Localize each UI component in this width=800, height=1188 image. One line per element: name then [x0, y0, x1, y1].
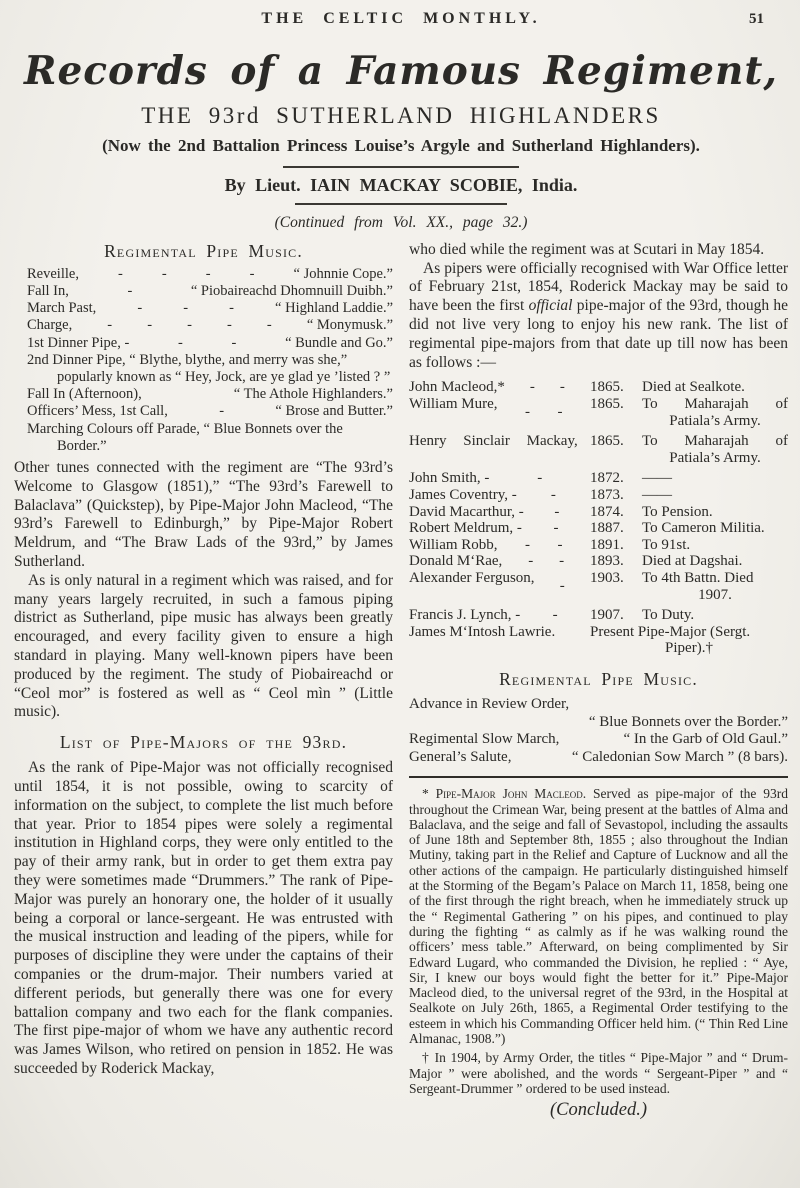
pipe-music-row [27, 335, 393, 352]
column-left [14, 241, 393, 1121]
duty-call-label: Fall In (Afternoon), [27, 386, 142, 403]
pipe-music-row [27, 386, 393, 403]
fate-cell [642, 396, 788, 429]
fate-cell [642, 487, 788, 504]
pipe-major-name: William Mure, [409, 396, 498, 413]
dash: - [525, 404, 531, 421]
byline: By Lieut. IAIN MACKAY SCOBIE, India. [224, 174, 578, 195]
dash-leader [555, 624, 590, 657]
pipe-music-row [27, 283, 393, 300]
occasion-label: Regimental Slow March, [409, 731, 560, 748]
dash: - [559, 553, 565, 570]
pipe-major-name: William Robb, [409, 536, 498, 553]
footnotes [409, 786, 788, 1096]
dash-leader [505, 379, 590, 396]
dash-leader [168, 403, 276, 420]
pipe-major-name: Francis J. Lynch, - [409, 607, 521, 624]
left-paragraphs [14, 459, 393, 722]
battalion-note: (Now the 2nd Battalion Princess Louise’s Argyle and Sutherland Highlanders). [102, 135, 700, 155]
table-row [409, 487, 788, 504]
dash-leader [79, 266, 294, 283]
table-row [409, 570, 788, 603]
dash: - [183, 300, 189, 317]
duty-call-label: Reveille, [27, 265, 79, 282]
year-cell: 1893. [590, 553, 624, 570]
dash-leader [142, 386, 234, 403]
dash: - [226, 317, 232, 334]
duty-call-label: 1st Dinner Pipe, - [27, 334, 130, 351]
table-row [409, 433, 788, 466]
year-cell: 1872. [590, 470, 624, 487]
tune-name: “ Johnnie Cope.” [293, 265, 393, 282]
fate-cell [642, 607, 788, 624]
fate-line-2: Patiala’s Army. [669, 412, 761, 429]
dash-leader [522, 520, 590, 537]
fate-line-2: Piper).† [665, 640, 713, 657]
pipe-music-row [27, 317, 393, 334]
paragraph [14, 759, 393, 1079]
pipe-music-row [27, 266, 393, 283]
right-paragraphs [409, 241, 788, 373]
fate-line: Died at Sealkote. [642, 379, 745, 396]
duty-call-label: Charge, [27, 317, 73, 334]
dash-leader [524, 504, 590, 521]
text-run: Other tunes connected with the regiment are “The 93rd’s Welcome to Glasgow (1851),” “The 93rd’s Farewell to Balaclava” (Quickstep), by Pipe-Major John Macleod, “The 93rd’s Farewell to Edinburgh,” by Pipe-Major Robert Meldrum, and “The Braw Lads of the 93rd,” by James Sutherland. [14, 459, 393, 571]
dash: - [187, 317, 192, 334]
column-right [409, 241, 788, 1121]
fate-line: —— [642, 486, 672, 503]
duty-call-label: Fall In, [27, 283, 69, 300]
dash: - [177, 334, 183, 351]
table-row [409, 520, 788, 537]
pipe-music-row: Marching Colours off Parade, “ Blue Bonnets over the Border.” [27, 420, 343, 454]
review-order-row [409, 749, 788, 767]
fate-line: Present Pipe-Major (Sergt. [590, 623, 751, 640]
dash: - [127, 283, 133, 300]
text-run: As is only natural in a regiment which was raised, and for many years largely recruited, in such a famous piping district as Sutherland, pipe music has always been greatly encouraged, and every facility given to ensure a high standard in playing. Many well-known pipers have been produced by the regiment. The study of Piobaireachd or “Ceol mor” is fostered as well as “ Ceol mìn ” (Little music). [14, 571, 393, 721]
masthead [14, 10, 788, 28]
dash: - [537, 470, 543, 487]
fate-cell [642, 520, 788, 537]
pipe-majors-table [409, 379, 788, 657]
pipe-major-name: James M‘Intosh Lawrie. [409, 623, 556, 640]
fate-line: —— [642, 470, 672, 487]
table-row [409, 379, 788, 396]
dash: - [525, 536, 531, 553]
year-cell: 1903. [590, 569, 624, 586]
table-row [409, 396, 788, 429]
byline-rule-bottom [295, 203, 507, 205]
tune-name: “ Caledonian Sow March ” (8 bars). [571, 748, 788, 765]
year-cell: 1891. [590, 536, 624, 553]
year-cell: 1887. [590, 520, 624, 537]
pipe-music-row [27, 403, 393, 420]
fate-cell [642, 470, 788, 487]
dash-leader [96, 300, 275, 317]
fate-line: To Pension. [642, 503, 713, 520]
dash-leader [498, 537, 590, 554]
dash: - [557, 536, 563, 553]
dash-leader [69, 283, 191, 300]
pipe-major-name: Henry Sinclair Mackay, [409, 433, 578, 450]
tune-name: “ Brose and Butter.” [275, 403, 393, 420]
fate-line: To Maharajah of [642, 396, 788, 413]
text-run: who died while the regiment was at Scutari in May 1854. [409, 240, 765, 258]
dash-leader [129, 335, 285, 352]
fate-line-2: 1907. [698, 586, 732, 603]
pipe-major-name: Robert Meldrum, - [409, 520, 522, 537]
footnote-divider [409, 776, 788, 778]
fate-line: To 91st. [642, 536, 691, 553]
article-subtitle: THE 93rd SUTHERLAND HIGHLANDERS [141, 102, 661, 128]
paragraph [409, 241, 788, 260]
year-cell: 1865. [590, 433, 624, 450]
dash-leader [535, 570, 590, 603]
dash: - [205, 265, 211, 282]
review-order-list [409, 696, 788, 766]
dash: - [559, 578, 565, 595]
article-title: Records of a Famous Regiment, [24, 48, 778, 94]
year-cell: 1907. [590, 607, 624, 624]
pipe-major-name: James Coventry, - [409, 486, 517, 503]
text-run: As the rank of Pipe-Major was not officially recognised until 1854, it is not possible, owing to scarcity of information on the subject, to complete the list much before that year. Prior to 1854 pipes were solely a regimental institution in Highland corps, they were only entitled to the pay of their army rank, but in order to get them extra pay they were sometimes made “Drummers.” The rank of Pipe-Major was purely an honorary one, the holder of it usually being a corporal or lance-sergeant. He was entrusted with the musical instruction and leading of the pipers, while for purposes of discipline they were under the captains of their companies or the drum-major. Their numbers varied at different periods, but generally there was one for every battalion company and two each for the flank companies. The first pipe-major of whom we have any authentic record was James Wilson, who retired on pension in 1852. He was succeeded by Roderick Mackay, [14, 759, 393, 1077]
dash: - [528, 553, 534, 570]
fate-line: To Maharajah of [642, 433, 788, 450]
italic-text: official [528, 297, 573, 315]
table-row [409, 537, 788, 554]
table-row [409, 504, 788, 521]
dash: - [249, 265, 255, 282]
pipe-music-row: 2nd Dinner Pipe, “ Blythe, blythe, and merry was she,” popularly known as “ Hey, Jock, are ye glad ye ’listed ? ” [27, 351, 391, 386]
fate-cell [642, 570, 788, 603]
dash: - [117, 265, 123, 282]
year-cell: 1865. [590, 379, 624, 396]
dash: - [553, 520, 559, 537]
dash: - [552, 607, 558, 624]
tune-name: “ Monymusk.” [306, 317, 393, 334]
dash: - [107, 317, 113, 334]
pipe-major-name: Donald M‘Rae, [409, 553, 503, 570]
year-cell: 1874. [590, 503, 624, 520]
concluded-note: (Concluded.) [549, 1100, 648, 1121]
tune-name: “ In the Garb of Old Gaul.” [623, 731, 788, 748]
text-run: pipe-major of the 93rd, though he did not live very long to enjoy his new rank. The list of regimental pipe-majors from that date up till now has been as follows :— [409, 297, 788, 371]
text-run: Served as pipe-major of the 93rd throughout the Crimean War, being present at the battles of Alma and Balaclava, and the seige and fall of Sevastopol, including the assaults of June 18th and September 8th, 1855 ; also throughout the Indian Mutiny, taking part in the Relief and Capture of Lucknow and all the other actions of the campaign. He particularly distinguished himself at the Storming of the Begam’s Palace on March 11, 1858, being one of the first through the right breach, when he immediately struck up the “ Regimental Gathering ” on his pipes, and continued to play during the fighting “ as calmly as if he was walking round the officers’ mess table.” Afterward, on being complimented by Sir Edward Lugard, who commanded the Division, he replied : “ Aye, Sir, I knew our boys would fight the better for it.” Pipe-Major Macleod died, to the universal regret of the 93rd, in the Hospital at Sealkote on July 26th, 1865, a Regimental Order testifying to the esteem in which his Commanding Officer held him. (“ Thin Red Line Almanac, 1908.”) [409, 786, 788, 1047]
dash: - [229, 300, 234, 317]
dash-leader [578, 433, 590, 466]
dash-leader [517, 487, 590, 504]
dash: - [161, 265, 167, 282]
fate-cell [590, 624, 788, 657]
dash: - [219, 403, 225, 420]
table-row [409, 470, 788, 487]
dash-leader [72, 317, 307, 334]
text-run: † In 1904, by Army Order, the titles “ Pipe-Major ” and “ Drum-Major ” were abolished, and the words “ Sergeant-Piper ” and “ Sergeant-Drummer ” ordered to be used instead. [409, 1050, 788, 1096]
review-order-row [409, 696, 788, 731]
duty-call-label: Officers’ Mess, 1st Call, [27, 403, 168, 420]
pipe-major-name: David Macarthur, - [409, 503, 524, 520]
pipe-music-list [27, 266, 393, 455]
fate-line: To 4th Battn. Died [642, 569, 754, 586]
section-heading-pipe-music: Regimental Pipe Music. [104, 240, 303, 261]
pipe-major-name: John Smith, - [409, 470, 490, 487]
occasion-label: Advance in Review Order, [409, 695, 570, 712]
tune-name: “ Piobaireachd Dhomnuill Duibh.” [190, 283, 393, 300]
text-run: As pipers were officially recognised with War Office letter of February 21st, 1854, Roderick Mackay may be said to have been the first [409, 259, 788, 315]
fate-cell [642, 379, 788, 396]
footnote [409, 786, 788, 1046]
fate-cell [642, 553, 788, 570]
dash-leader [489, 470, 590, 487]
dash: - [559, 379, 565, 396]
continued-note: (Continued from Vol. XX., page 32.) [274, 213, 528, 231]
dash: - [557, 404, 563, 421]
text-run: * [422, 786, 436, 802]
fate-line: To Duty. [642, 607, 695, 624]
dash: - [550, 486, 556, 503]
pipe-major-name: John Macleod,* [409, 379, 505, 396]
review-order-row [409, 731, 788, 749]
year-cell: 1865. [590, 396, 624, 413]
dash: - [137, 300, 143, 317]
year-cell: 1873. [590, 486, 624, 503]
paragraph [14, 459, 393, 572]
tune-name: “ Bundle and Go.” [285, 334, 393, 351]
dash: - [231, 334, 237, 351]
section-heading-pipe-music-2: Regimental Pipe Music. [499, 668, 698, 689]
paragraph [14, 572, 393, 722]
section-heading-pipe-majors: List of Pipe-Majors of the 93rd. [59, 732, 348, 753]
table-row [409, 624, 788, 657]
fate-cell [642, 433, 788, 466]
footnote [409, 1050, 788, 1096]
tune-name: “ Highland Laddie.” [275, 300, 393, 317]
paragraph [409, 260, 788, 373]
fate-line: To Cameron Militia. [642, 520, 765, 537]
page-number: 51 [749, 11, 764, 27]
pipe-music-row [27, 300, 393, 317]
fate-cell [642, 504, 788, 521]
dash: - [554, 503, 560, 520]
tune-name: “ The Athole Highlanders.” [233, 386, 393, 403]
occasion-label: General’s Salute, [409, 748, 512, 765]
dash: - [266, 317, 272, 334]
left-paragraphs-2 [14, 759, 393, 1079]
fate-line-2: Patiala’s Army. [669, 449, 761, 466]
tune-name: “ Blue Bonnets over the Border.” [588, 713, 788, 730]
dash: - [529, 379, 535, 396]
dash: - [147, 317, 153, 334]
fate-cell [642, 537, 788, 554]
table-row [409, 607, 788, 624]
two-column-body [14, 241, 788, 1121]
journal-title: THE CELTIC MONTHLY. [261, 10, 541, 27]
dash-leader [502, 553, 590, 570]
byline-rule-top [283, 166, 519, 168]
table-row [409, 553, 788, 570]
dash-leader [498, 396, 590, 429]
duty-call-label: March Past, [27, 300, 97, 317]
dash-leader [520, 607, 590, 624]
pipe-major-name: Alexander Ferguson, [409, 569, 535, 586]
fate-line: Died at Dagshai. [642, 553, 743, 570]
small-caps-text: Pipe-Major John Macleod. [435, 786, 587, 802]
